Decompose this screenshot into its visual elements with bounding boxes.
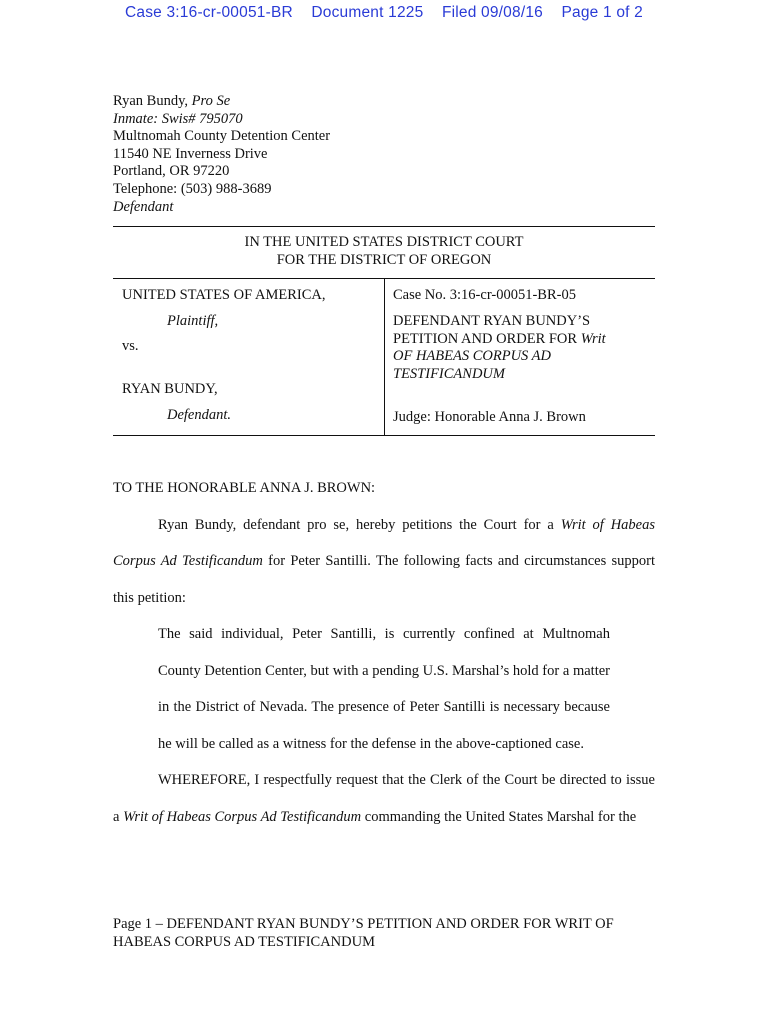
party-telephone: Telephone: (503) 988-3689 [113, 180, 272, 197]
party-inmate-number: Inmate: Swis# 795070 [113, 110, 243, 127]
party-street: 11540 NE Inverness Drive [113, 145, 268, 162]
plaintiff-name: UNITED STATES OF AMERICA, [122, 287, 326, 303]
defendant-role: Defendant. [167, 407, 232, 423]
party-address-block [113, 93, 330, 216]
court-heading [113, 234, 655, 269]
party-facility: Multnomah County Detention Center [113, 128, 331, 145]
header-case-number: Case 3:16-cr-00051-BR [124, 4, 293, 21]
party-city: Portland, OR 97220 [113, 163, 230, 180]
document-title-line-3: OF HABEAS CORPUS AD [393, 348, 551, 365]
caption-divider [384, 279, 385, 436]
versus-label: vs. [122, 338, 139, 354]
case-number: Case No. 3:16-cr-00051-BR-05 [393, 287, 576, 303]
header-filed-date: Filed 09/08/16 [441, 4, 543, 21]
party-name-line [113, 93, 330, 111]
petition-paragraph-2: WHEREFORE, I respectfully request that the Clerk of the Court be directed to issue a Writ of Habeas Corpus Ad Testificandum commanding the United States Marshal for the [113, 772, 655, 825]
petition-paragraph-1: Ryan Bundy, defendant pro se, hereby petitions the Court for a Writ of Habeas Corpus Ad Testificandum for Peter Santilli. The following facts and circumstances support this petition: [113, 516, 656, 606]
party-pro-se: Pro Se [191, 93, 231, 109]
party-role: Defendant [113, 198, 174, 215]
defendant-name: RYAN BUNDY, [122, 381, 218, 397]
judge-name: Judge: Honorable Anna J. Brown [393, 409, 586, 425]
document-title-line-2: PETITION AND ORDER FOR Writ [393, 330, 606, 347]
plaintiff-role: Plaintiff, [167, 313, 219, 329]
salutation: TO THE HONORABLE ANNA J. BROWN: [113, 480, 376, 496]
ecf-header-stamp [0, 4, 768, 22]
header-document-number: Document 1225 [311, 4, 424, 21]
court-heading-line-1: IN THE UNITED STATES DISTRICT COURT [244, 234, 524, 250]
page-footer: Page 1 – DEFENDANT RYAN BUNDY’S PETITION AND ORDER FOR WRIT OF HABEAS CORPUS AD TESTIFICANDUM [113, 916, 614, 950]
document-title-line-4: TESTIFICANDUM [393, 365, 505, 382]
header-page-count: Page 1 of 2 [561, 4, 643, 21]
document-title-line-1: DEFENDANT RYAN BUNDY’S [393, 313, 591, 329]
petition-body [113, 470, 655, 835]
court-top-rule [113, 226, 655, 227]
document-title [393, 313, 655, 383]
party-name: Ryan Bundy, [113, 93, 192, 109]
caption-bottom-rule [113, 435, 655, 436]
court-heading-line-2: FOR THE DISTRICT OF OREGON [276, 251, 492, 268]
petition-facts-block: The said individual, Peter Santilli, is currently confined at Multnomah County Detention Center, but with a pending U.S. Marshal’s hold for a matter in the District of Nevada. The presence of Peter Santilli is necessary because he will be called as a witness for the defense in the above-captioned case. [158, 626, 610, 752]
